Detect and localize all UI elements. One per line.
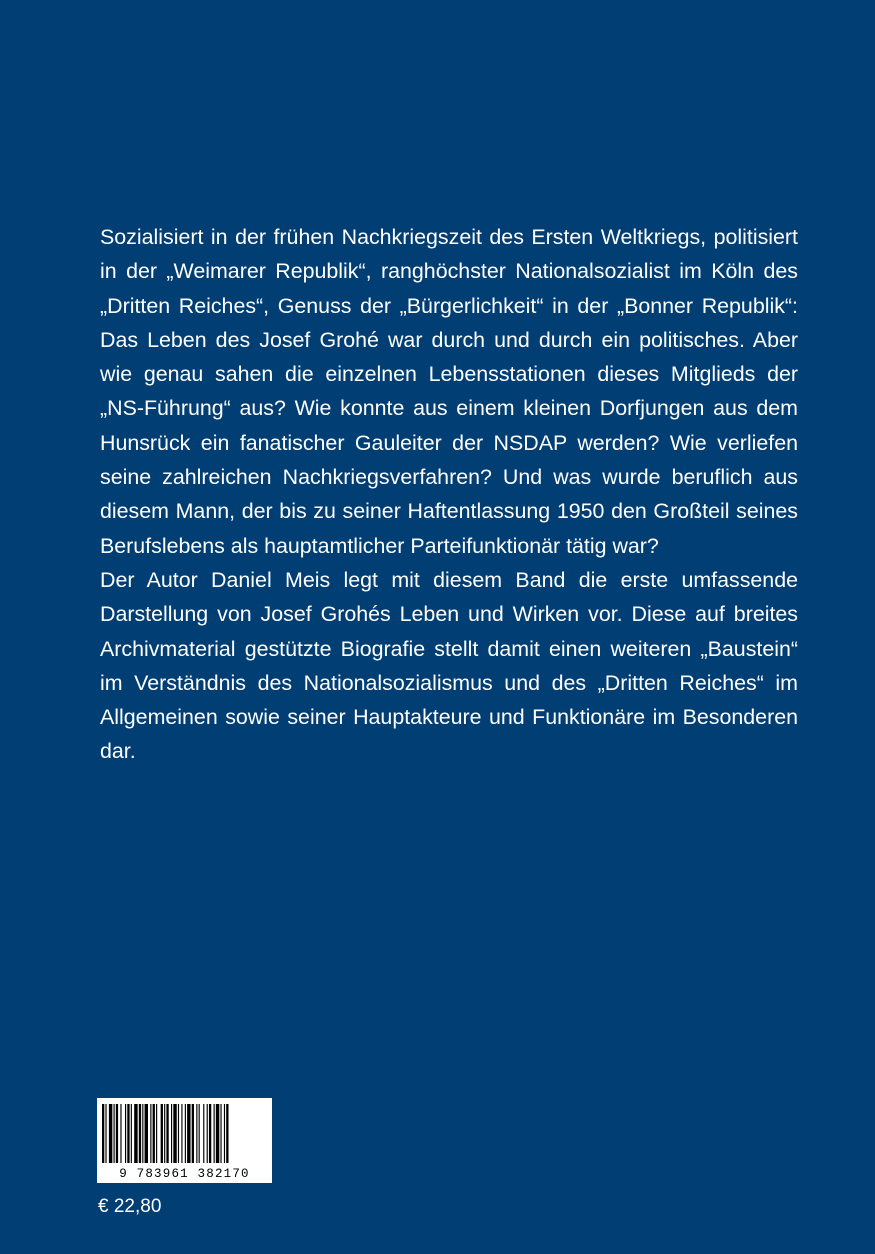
barcode-bar xyxy=(187,1104,190,1163)
barcode-bar xyxy=(171,1104,172,1163)
barcode-bar xyxy=(209,1104,211,1163)
barcode-bar xyxy=(145,1104,148,1163)
barcode-bar xyxy=(164,1104,165,1163)
barcode-bar xyxy=(216,1104,219,1163)
barcode-bar xyxy=(199,1104,200,1163)
barcode-bar xyxy=(139,1104,141,1163)
barcode-bar xyxy=(131,1104,132,1163)
barcode-bar xyxy=(127,1104,129,1163)
barcode-bar xyxy=(105,1104,106,1163)
barcode-bar xyxy=(156,1104,157,1163)
barcode-bar xyxy=(116,1104,118,1163)
barcode-bar xyxy=(173,1104,176,1163)
barcode-bar xyxy=(185,1104,186,1163)
barcode-bar xyxy=(102,1104,104,1163)
barcode-bar xyxy=(120,1104,121,1163)
blurb-text xyxy=(100,220,798,769)
barcode-bar xyxy=(196,1104,197,1163)
price-label: € 22,80 xyxy=(98,1196,162,1217)
barcode-bar xyxy=(203,1104,204,1163)
isbn-barcode xyxy=(97,1098,272,1183)
barcode-bar xyxy=(114,1104,115,1163)
barcode-bar xyxy=(178,1104,179,1163)
barcode-bar xyxy=(166,1104,168,1163)
barcode-bar xyxy=(150,1104,151,1163)
barcode-bar xyxy=(125,1104,126,1163)
barcode-bar xyxy=(220,1104,221,1163)
barcode-bar xyxy=(214,1104,215,1163)
barcode-bar xyxy=(161,1104,163,1163)
barcode-bar xyxy=(134,1104,137,1163)
barcode-bar xyxy=(142,1104,143,1163)
barcode-bar xyxy=(192,1104,194,1163)
barcode-bar xyxy=(226,1104,228,1163)
barcode-bar xyxy=(224,1104,225,1163)
blurb-paragraph-2: Der Autor Daniel Meis legt mit diesem Band die erste umfassende Darstellung von Josef Grohés Leben und Wirken vor. Diese auf breites Archivmaterial gestützte Biografie stellt damit einen weiteren „Baustein“ im Verständnis des Nationalsozialismus und des „Dritten Reiches“ im Allgemeinen sowie seiner Hauptakteure und Funktionäre im Besonderen dar. xyxy=(100,567,798,764)
barcode-bar xyxy=(207,1104,208,1163)
blurb-paragraph-1: Sozialisiert in der frühen Nachkriegszeit des Ersten Weltkriegs, politisiert in der „Weimarer Republik“, ranghöchster Nationalsozialist im Köln des „Dritten Reiches“, Genuss der „Bürgerlichkeit“ in der „Bonner Republik“: Das Leben des Josef Grohé war durch und durch ein politisches. Aber wie genau sahen die einzelnen Lebensstationen dieses Mitglieds der „NS-Führung“ aus? Wie konnte aus einem kleinen Dorfjungen aus dem Hunsrück ein fanatischer Gauleiter der NSDAP werden? Wie verliefen seine zahlreichen Nachkriegsverfahren? Und was wurde beruflich aus diesem Mann, der bis zu seiner Haftentlassung 1950 den Großteil seines Berufslebens als hauptamtlicher Parteifunktionär tätig war? xyxy=(100,225,798,558)
barcode-bar xyxy=(181,1104,182,1163)
barcode-bar xyxy=(109,1104,112,1163)
isbn-digits: 9 783961 382170 xyxy=(119,1167,250,1181)
barcode-bar xyxy=(153,1104,155,1163)
